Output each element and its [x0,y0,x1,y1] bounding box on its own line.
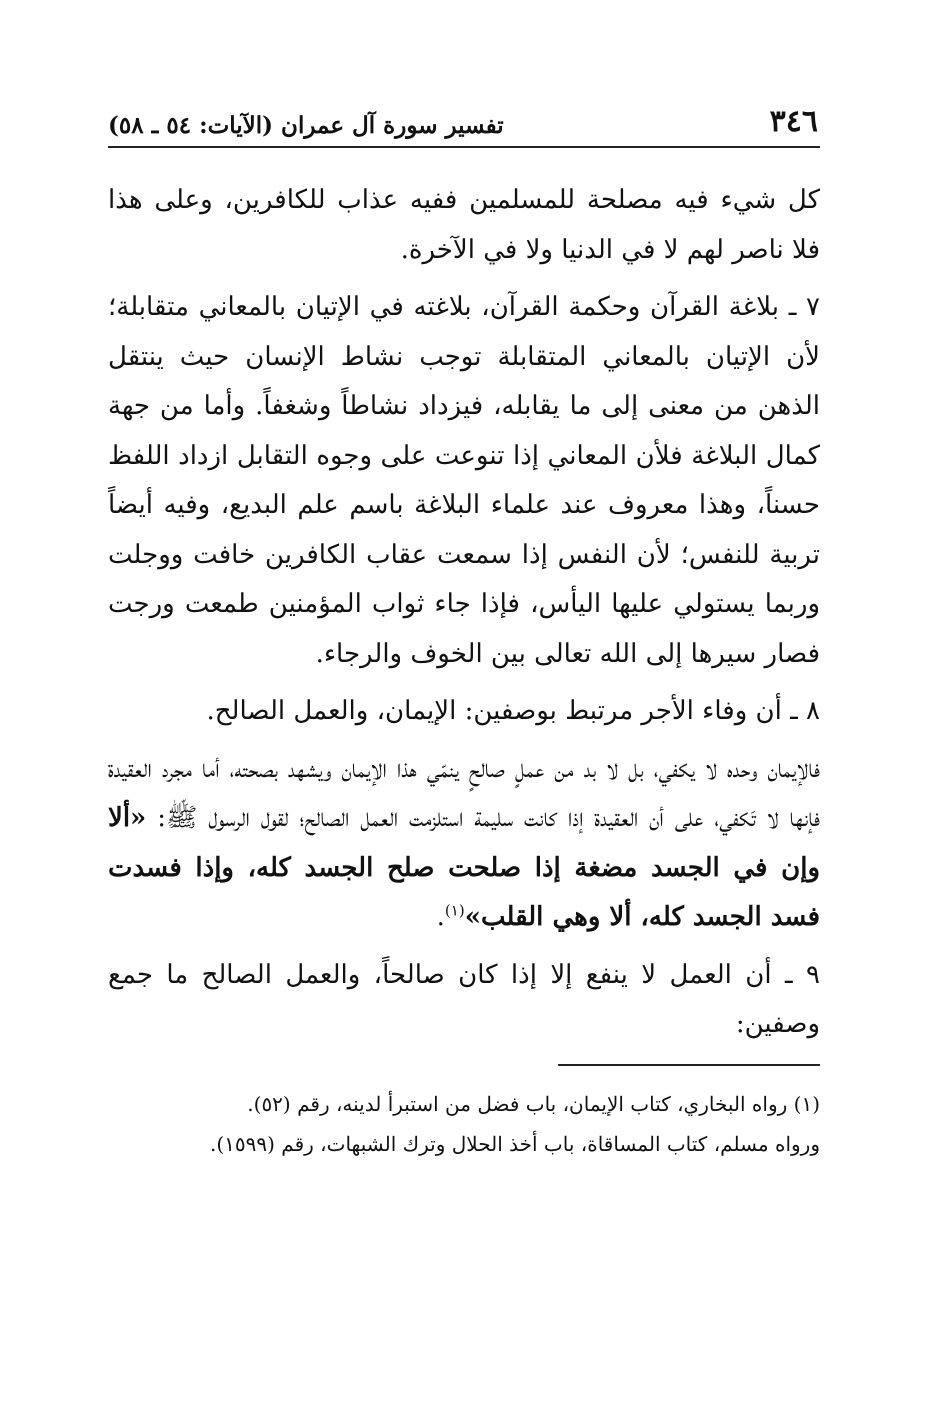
footnote-1-line-1: (١) رواه البخاري، كتاب الإيمان، باب فضل من استبرأ لدينه، رقم (٥٢). [247,1091,820,1116]
sentence-end: . [436,902,445,932]
body-text [108,176,820,1050]
hadith-quote: «ألا وإن في الجسد مضغة إذا صلحت صلح الجسد كله، وإذا فسدت فسد الجسد كله، ألا وهي القلب» [108,803,820,932]
footnote-1-line-2: ورواه مسلم، كتاب المساقاة، باب أخذ الحلال وترك الشبهات، رقم (١٥٩٩). [209,1131,820,1156]
book-page [108,96,820,1164]
paragraph-point-7: ٧ ـ بلاغة القرآن وحكمة القرآن، بلاغته في الإتيان بالمعاني متقابلة؛ لأن الإتيان بالمعاني المتقابلة توجب نشاط الإنسان حيث ينتقل الذهن من معنى إلى ما يقابله، فيزداد نشاطاً وشغفاً. وأما من جهة كمال البلاغة فلأن المعاني إذا تنوعت على وجوه التقابل ازداد اللفظ حسناً، وهذا معروف عند علماء البلاغة باسم علم البديع، وفيه أيضاً تربية للنفس؛ لأن النفس إذا سمعت عقاب الكافرين خافت ووجلت وربما يستولي عليها اليأس، فإذا جاء ثواب المؤمنين طمعت ورجت فصار سيرها إلى الله تعالى بين الخوف والرجاء. [108,292,820,669]
paragraph-faith-and-deeds [108,745,820,943]
page-number: ٣٤٦ [769,104,818,139]
paragraph-point-9: ٩ ـ أن العمل لا ينفع إلا إذا كان صالحاً، والعمل الصالح ما جمع وصفين: [108,959,820,1039]
footnote-rule [558,1064,820,1066]
paragraph-point-8: ٨ ـ أن وفاء الأجر مرتبط بوصفين: الإيمان، والعمل الصالح. [206,696,820,726]
page-header [108,96,820,146]
footnotes [108,1084,820,1164]
paragraph-text: فالإيمان وحده لا يكفي، بل لا بد من عملٍ صالحٍ ينمّي هذا الإيمان ويشهد بصحته، أما مجرد العقيدة فإنها لا تَكفي، على أن العقيدة إذا كانت سليمة استلزمت العمل الصالح؛ لقول الرسول ﷺ: [108,753,820,833]
footnote-marker: (١) [444,901,465,920]
paragraph-continuation: كل شيء فيه مصلحة للمسلمين ففيه عذاب للكافرين، وعلى هذا فلا ناصر لهم لا في الدنيا ولا في الآخرة. [108,185,820,265]
running-title: تفسير سورة آل عمران (الآيات: ٥٤ ـ ٥٨) [108,112,504,139]
header-rule [108,146,820,148]
